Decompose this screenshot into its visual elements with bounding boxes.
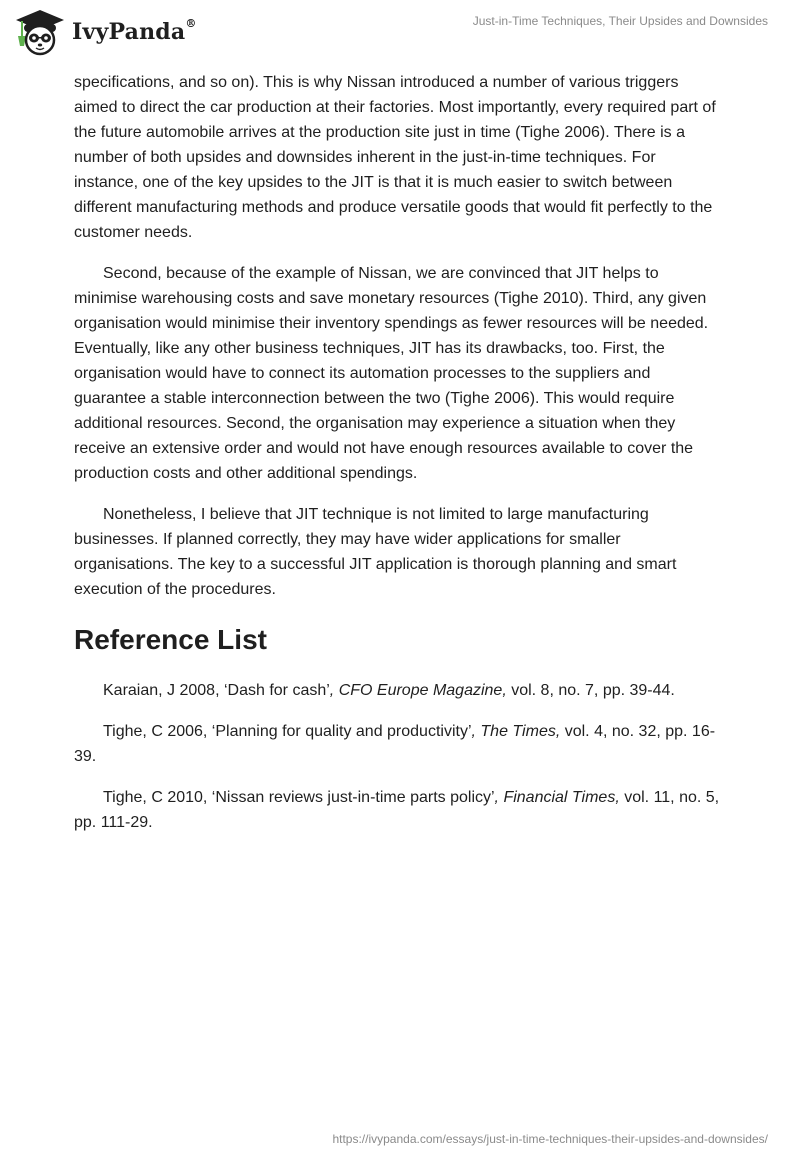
reference-details: vol. 4, no. 32, pp. 16-39.	[74, 723, 716, 765]
page-header	[0, 0, 800, 64]
brand-logo[interactable]	[14, 8, 197, 56]
reference-entry	[74, 785, 724, 835]
reference-text: Karaian, J 2008, ‘Dash for cash’	[103, 682, 330, 699]
reference-text: Tighe, C 2010, ‘Nissan reviews just-in-time parts policy’	[103, 789, 495, 806]
body-paragraph: Second, because of the example of Nissan, we are convinced that JIT helps to minimise warehousing costs and save monetary resources (Tighe 2010). Third, any given organisation would minimise their inventory spendings as fewer resources will be needed. Eventually, like any other business techniques, JIT has its drawbacks, too. First, the organisation would have to connect its automation processes to the suppliers and guarantee a stable interconnection between the two (Tighe 2006). This would require additional resources. Second, the organisation may experience a situation when they receive an extensive order and would not have enough resources available to cover the production costs and other additional spendings.	[74, 265, 709, 482]
reference-source: , CFO Europe Magazine,	[329, 682, 507, 699]
reference-details: vol. 11, no. 5, pp. 111-29.	[74, 789, 720, 831]
reference-text: Tighe, C 2006, ‘Planning for quality and productivity’	[103, 723, 472, 740]
reference-source: , Financial Times,	[494, 789, 620, 806]
brand-name: IvyPanda®	[72, 17, 197, 45]
body-paragraph: Nonetheless, I believe that JIT technique is not limited to large manufacturing businesses. If planned correctly, they may have wider applications for smaller organisations. The key to a successful JIT application is thorough planning and smart execution of the procedures.	[74, 506, 677, 598]
reference-source: , The Times,	[471, 723, 561, 740]
reference-list-heading: Reference List	[74, 624, 267, 655]
reference-details: vol. 8, no. 7, pp. 39-44.	[506, 682, 675, 699]
source-url[interactable]: https://ivypanda.com/essays/just-in-time-techniques-their-upsides-and-downsides/	[332, 1132, 768, 1146]
essay-content	[74, 70, 724, 851]
registered-mark: ®	[185, 17, 197, 30]
panda-logo-icon	[14, 8, 66, 56]
body-paragraph: specifications, and so on). This is why Nissan introduced a number of various triggers aimed to direct the car production at their factories. Most importantly, every required part of the future automobile arrives at the production site just in time (Tighe 2006). There is a number of both upsides and downsides inherent in the just-in-time techniques. For instance, one of the key upsides to the JIT is that it is much easier to switch between different manufacturing methods and produce versatile goods that would fit perfectly to the customer needs.	[74, 74, 716, 241]
document-title: Just-in-Time Techniques, Their Upsides and Downsides	[472, 14, 768, 28]
reference-entry	[74, 719, 724, 769]
reference-entry	[74, 678, 724, 703]
